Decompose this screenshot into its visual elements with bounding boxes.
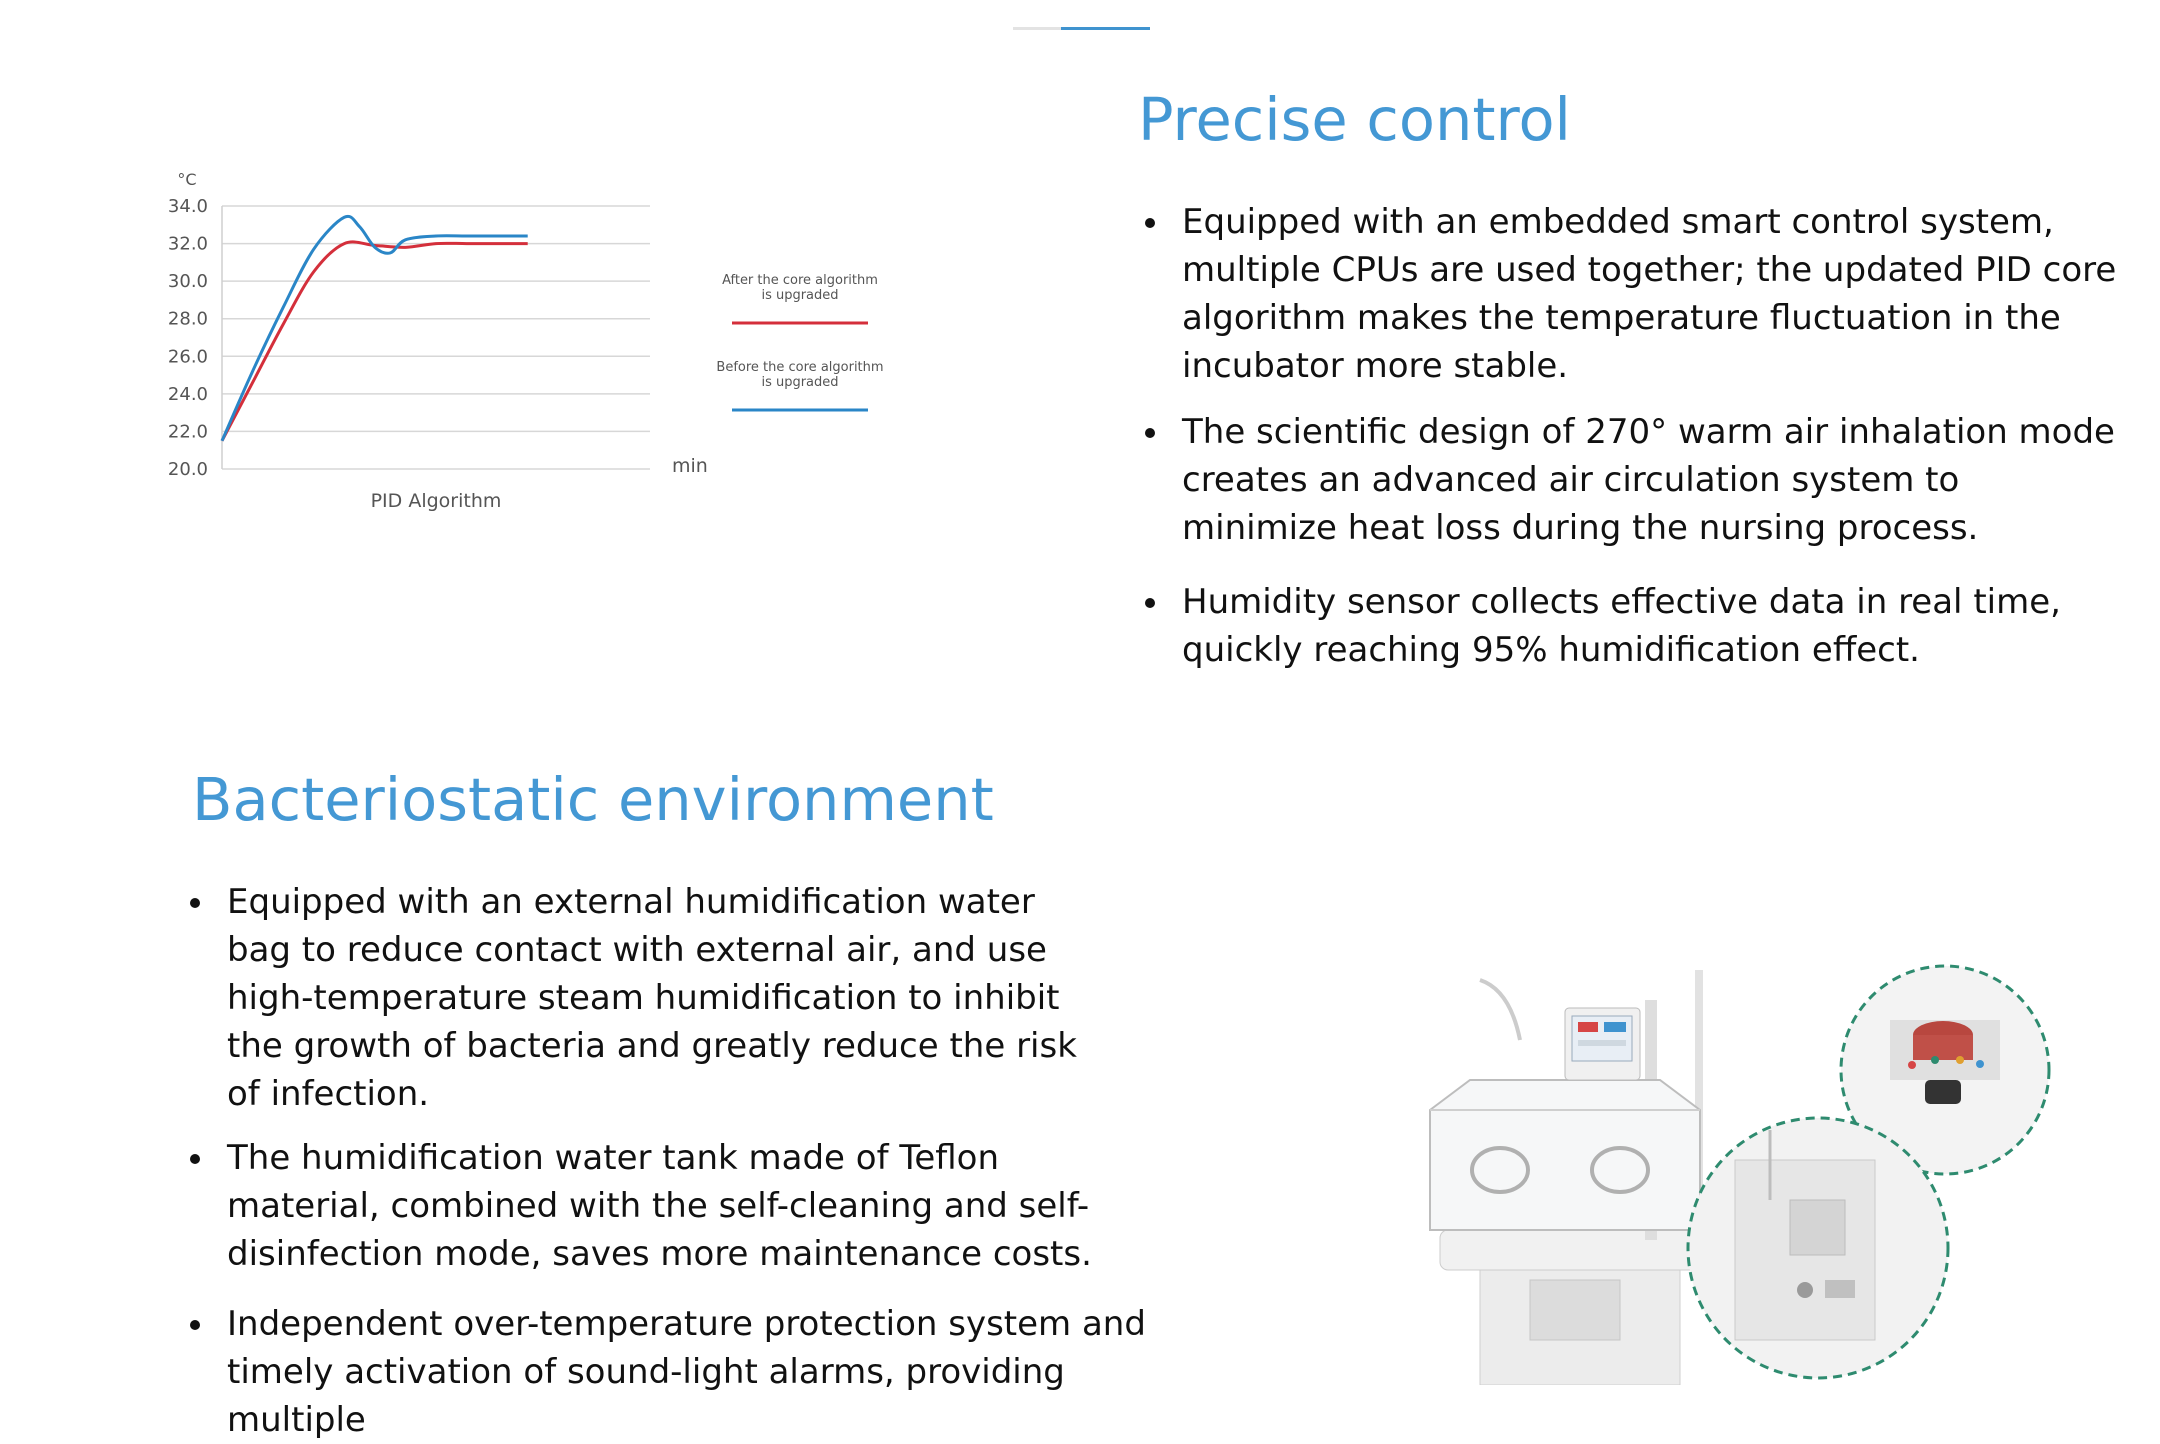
y-tick-label: 28.0 — [167, 308, 208, 330]
bacteriostatic-title: Bacteriostatic environment — [192, 765, 994, 834]
side-panel-detail-icon — [1688, 1118, 1948, 1378]
bacteriostatic-bullet-over-temperature: Independent over-temperature protection system and timely activation of sound-light alarms, providing multiple — [185, 1300, 1155, 1444]
precise-bullet-cpu: Equipped with an embedded smart control system, multiple CPUs are used together; the updated PID core algorithm makes the temperature fluctuation in the incubator more stable. — [1140, 198, 2125, 390]
section-divider-accent — [1061, 27, 1150, 30]
legend-label: After the core algorithm — [722, 273, 878, 288]
incubator-illustration — [1360, 960, 2060, 1385]
y-tick-label: 26.0 — [167, 346, 208, 368]
precise-control-list — [1140, 198, 2125, 674]
bacteriostatic-bullet-teflon: The humidification water tank made of Teflon material, combined with the self-cleaning and self-disinfection mode, saves more maintenance costs. — [185, 1134, 1155, 1278]
legend-label: is upgraded — [761, 288, 839, 303]
section-divider — [1013, 27, 1150, 30]
y-tick-label: 34.0 — [167, 196, 208, 217]
precise-control-title: Precise control — [1138, 85, 1571, 154]
precise-bullet-airflow: The scientific design of 270° warm air inhalation mode creates an advanced air circulation system to minimize heat loss during the nursing process. — [1140, 408, 2125, 552]
incubator-illustration-svg — [1360, 960, 2060, 1385]
bacteriostatic-bullet-water-bag: Equipped with an external humidification water bag to reduce contact with external air, and use high-temperature steam humidification to inhibit the growth of bacteria and greatly reduce the risk of infection. — [185, 878, 1082, 1118]
incubator-hood-icon — [1430, 1080, 1700, 1230]
bacteriostatic-list — [185, 878, 1155, 1444]
legend-label: is upgraded — [761, 375, 839, 390]
x-axis-label: min — [672, 455, 708, 477]
y-tick-label: 32.0 — [167, 233, 208, 255]
legend-label: Before the core algorithm — [716, 360, 884, 375]
pid-algorithm-chart — [150, 160, 910, 520]
y-tick-label: 24.0 — [167, 383, 208, 405]
y-tick-label: 20.0 — [167, 459, 208, 480]
precise-bullet-humidity: Humidity sensor collects effective data in real time, quickly reaching 95% humidification effect. — [1140, 578, 2125, 674]
monitor-display-icon — [1480, 980, 1640, 1080]
series-line-before — [222, 216, 528, 441]
y-tick-label: 30.0 — [167, 271, 208, 293]
pid-chart-svg — [150, 160, 910, 520]
chart-title: PID Algorithm — [370, 490, 502, 512]
y-tick-label: 22.0 — [167, 421, 208, 443]
y-axis-label: °C — [177, 170, 197, 189]
